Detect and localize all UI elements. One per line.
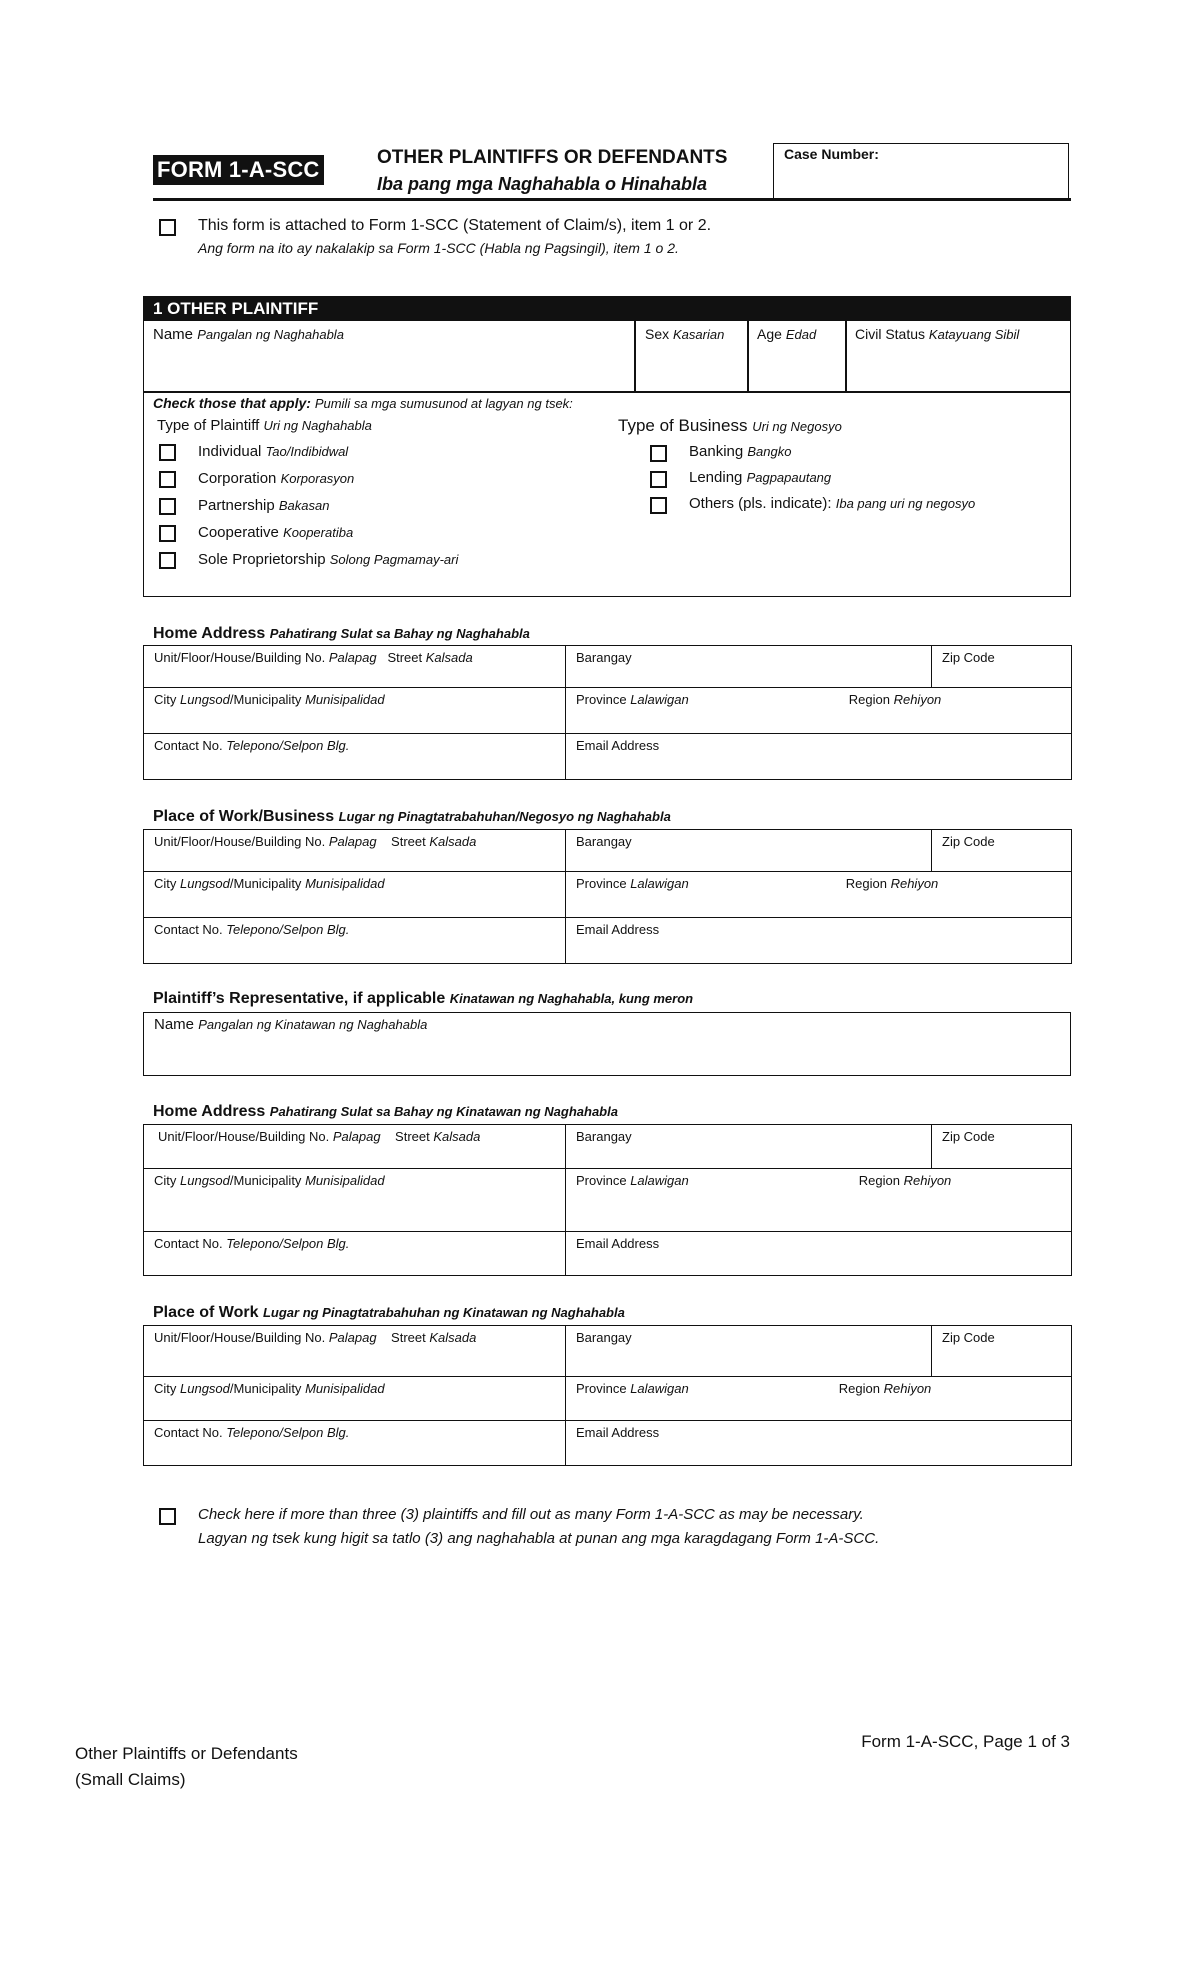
field-label-text: Iba pang uri ng negosyo [835,496,976,511]
business-type-label: Type of Business [618,416,748,435]
representative-name-field[interactable] [143,1012,1071,1076]
field-label-text: Munisipalidad [305,876,385,891]
field-label-text: /Municipality [229,692,302,707]
field-label-text: Munisipalidad [305,1381,385,1396]
field-label-text: Tao/Indibidwal [265,444,349,459]
field-label-text: Unit/Floor/House/Building No. [154,834,326,849]
field-label-text: Individual [198,443,262,460]
province-region-field[interactable] [566,688,1072,734]
field-label-text: Others (pls. indicate): [689,495,832,512]
divider-sex [634,321,636,391]
plaintiff-type-label-filipino: Uri ng Naghahabla [263,418,372,433]
field-label-text: Telepono/Selpon Blg. [226,1425,350,1440]
individual-checkbox[interactable] [159,444,176,461]
city-municipality-field[interactable] [144,1169,566,1232]
partnership-checkbox[interactable] [159,498,176,515]
business-type-label-filipino: Uri ng Negosyo [752,419,842,434]
field-label-text: Region [848,692,890,707]
cooperative-option [198,524,353,541]
field-label-text: Contact No. [154,1236,223,1251]
attached-text: This form is attached to Form 1-SCC (Statement of Claim/s), item 1 or 2. [198,217,712,234]
civil-status-label: Civil Status [855,326,926,342]
city-municipality-field[interactable] [144,872,566,918]
field-label-text: Palapag [328,834,377,849]
field-label-text: Province [576,1381,627,1396]
province-region-field[interactable] [566,1169,1072,1232]
civil-status-field[interactable] [855,326,1019,342]
field-label-text: Barangay [576,1330,632,1345]
field-label-text: Palapag [332,1129,381,1144]
name-row-divider [143,391,1071,393]
field-label-text: Zip Code [942,1129,995,1144]
field-label-text: Rehiyon [893,692,942,707]
field-label-text: Lungsod [180,692,230,707]
name-label-filipino: Pangalan ng Naghahabla [197,327,344,342]
field-label-text: Kinatawan ng Naghahabla, kung meron [449,991,694,1006]
corporation-option [198,470,354,487]
field-label-text: Lalawigan [630,876,689,891]
field-label-text: Pahatirang Sulat sa Bahay ng Naghahabla [269,626,530,641]
field-label-text: Munisipalidad [305,1173,385,1188]
age-label-filipino: Edad [785,327,817,342]
place-of-work-title [153,808,671,826]
email-address-field[interactable] [566,1421,1072,1466]
banking-option [689,443,791,460]
email-address-field[interactable] [566,918,1072,964]
plaintiff-type-label: Type of Plaintiff [157,417,260,434]
field-label-text: Province [576,692,627,707]
field-label-text: Kalsada [429,834,477,849]
sex-field[interactable] [645,326,724,342]
field-label-text: Sole Proprietorship [198,551,326,568]
check-apply-label-filipino: Pumili sa mga sumusunod at lagyan ng tsek: [314,396,573,411]
field-label-text: /Municipality [229,1381,302,1396]
contact-number-field[interactable] [144,734,566,780]
partnership-option [198,497,329,514]
field-label-text: Palapag [328,1330,377,1345]
field-label-text: Contact No. [154,922,223,937]
field-label-text: Barangay [576,834,632,849]
representative-title [153,990,693,1008]
sole-proprietorship-checkbox[interactable] [159,552,176,569]
field-label-text: Zip Code [942,1330,995,1345]
field-label-text: Email Address [576,1425,660,1440]
zip-code-field[interactable] [932,830,1072,872]
field-label-text: Email Address [576,922,660,937]
unit-street-field[interactable] [144,1326,566,1377]
field-label-text: Contact No. [154,1425,223,1440]
field-label-text: City [154,692,177,707]
field-label-text: Region [858,1173,900,1188]
field-label-text: Rehiyon [903,1173,952,1188]
attached-text-filipino: Ang form na ito ay nakalakip sa Form 1-SCC (Habla ng Pagsingil), item 1 o 2. [198,240,679,256]
name-label: Name [153,326,194,343]
field-label-text: Kalsada [429,1330,477,1345]
sole-proprietorship-option [198,551,458,568]
zip-code-field[interactable] [932,1326,1072,1377]
case-number-box[interactable] [773,143,1069,199]
field-label-text: Email Address [576,1236,660,1251]
field-label-text: Solong Pagmamay-ari [329,552,459,567]
field-label-text: Province [576,876,627,891]
field-label-text: Korporasyon [280,471,355,486]
field-label-text: Lalawigan [630,692,689,707]
age-field[interactable] [757,326,816,342]
field-label-text: Zip Code [942,834,995,849]
field-label-text: Barangay [576,650,632,665]
field-label-text: Barangay [576,1129,632,1144]
field-label-text: Telepono/Selpon Blg. [226,738,350,753]
unit-street-field[interactable] [144,646,566,688]
attached-checkbox[interactable] [159,219,176,236]
field-label-text: /Municipality [229,1173,302,1188]
lending-checkbox[interactable] [650,471,667,488]
field-label-text: Telepono/Selpon Blg. [226,1236,350,1251]
form-code-badge: FORM 1-A-SCC [153,155,324,185]
field-label-text: Pagpapautang [746,470,832,485]
field-label-text: Lending [689,469,743,486]
field-label-text: Lungsod [180,1173,230,1188]
field-label-text: Lalawigan [630,1381,689,1396]
email-address-field[interactable] [566,1232,1072,1276]
unit-street-field[interactable] [144,1125,566,1169]
footer-small-claims: (Small Claims) [75,1770,186,1789]
field-label-text: Bakasan [278,498,330,513]
province-region-field[interactable] [566,1377,1072,1421]
divider-age [747,321,749,391]
footer-form-title: Other Plaintiffs or Defendants [75,1744,298,1763]
field-label-text: Zip Code [942,650,995,665]
field-label-text: City [154,1381,177,1396]
field-label-text: Street [395,1129,430,1144]
field-label-text: Munisipalidad [305,692,385,707]
zip-code-field[interactable] [932,646,1072,688]
corporation-checkbox[interactable] [159,471,176,488]
field-label-text: Home Address [153,625,266,642]
field-label-text: Telepono/Selpon Blg. [226,922,350,937]
field-label-text: Region [838,1381,880,1396]
unit-street-field[interactable] [144,830,566,872]
section-1-header: 1 OTHER PLAINTIFF [143,296,1071,321]
contact-number-field[interactable] [144,918,566,964]
field-label-text: Bangko [747,444,792,459]
more-plaintiffs-text-filipino: Lagyan ng tsek kung higit sa tatlo (3) ang naghahabla at punan ang mga karagdagang Form 1-A-SCC. [198,1530,880,1547]
barangay-field[interactable] [566,646,932,688]
city-municipality-field[interactable] [144,1377,566,1421]
representative-home-address-table [143,1124,1072,1276]
email-address-field[interactable] [566,734,1072,780]
representative-place-of-work-title [153,1304,625,1322]
field-label-text: Street [391,1330,426,1345]
contact-number-field[interactable] [144,1232,566,1276]
field-label-text: Palapag [328,650,377,665]
others-business-checkbox[interactable] [650,497,667,514]
home-address-title [153,625,530,643]
sex-label-filipino: Kasarian [673,327,725,342]
place-of-work-table [143,829,1072,964]
banking-checkbox[interactable] [650,445,667,462]
civil-status-label-filipino: Katayuang Sibil [928,327,1020,342]
case-number-label: Case Number: [784,146,879,162]
field-label-text: Partnership [198,497,275,514]
field-label-text: Corporation [198,470,277,487]
others-business-option [689,495,975,512]
representative-place-of-work-table [143,1325,1072,1466]
representative-home-address-title [153,1103,618,1121]
check-apply-label: Check those that apply: [153,395,311,411]
field-label-text: Place of Work [153,1304,259,1321]
field-label-text: Email Address [576,738,660,753]
lending-option [689,469,831,486]
field-label-text: Rehiyon [883,1381,932,1396]
field-label-text: Kalsada [425,650,473,665]
divider-civil [845,321,847,391]
field-label-text: /Municipality [229,876,302,891]
field-label-text: Lugar ng Pinagtatrabahuhan/Negosyo ng Naghahabla [338,809,671,824]
field-label-text: Plaintiff’s Representative, if applicable [153,990,446,1007]
field-label-text: Place of Work/Business [153,808,335,825]
field-label-text: Pangalan ng Kinatawan ng Naghahabla [198,1017,428,1032]
field-label-text: Rehiyon [890,876,939,891]
field-label-text: Unit/Floor/House/Building No. [154,1330,326,1345]
individual-option [198,443,348,460]
more-plaintiffs-text: Check here if more than three (3) plaintiffs and fill out as many Form 1-A-SCC as may be necessary. [198,1506,864,1523]
field-label-text: Kooperatiba [283,525,354,540]
form-title-filipino: Iba pang mga Naghahabla o Hinahabla [377,174,708,194]
field-label-text: Lungsod [180,876,230,891]
plaintiff-name-field[interactable] [153,326,344,343]
field-label-text: Province [576,1173,627,1188]
field-label-text: Home Address [153,1103,266,1120]
barangay-field[interactable] [566,1125,932,1169]
field-label-text: Contact No. [154,738,223,753]
barangay-field[interactable] [566,830,932,872]
more-plaintiffs-checkbox[interactable] [159,1508,176,1525]
field-label-text: Kalsada [433,1129,481,1144]
sex-label: Sex [645,326,670,342]
field-label-text: Lugar ng Pinagtatrabahuhan ng Kinatawan ng Naghahabla [262,1305,625,1320]
field-label-text: Street [387,650,423,665]
field-label-text: Lalawigan [630,1173,689,1188]
age-label: Age [757,326,782,342]
field-label-text: Name [154,1016,195,1033]
footer-page-number: Form 1-A-SCC, Page 1 of 3 [861,1732,1070,1751]
field-label-text: Street [391,834,426,849]
check-apply-instructions [153,395,573,411]
field-label-text: Unit/Floor/House/Building No. [154,650,326,665]
barangay-field[interactable] [566,1326,932,1377]
plaintiff-type-heading [157,417,372,434]
zip-code-field[interactable] [932,1125,1072,1169]
field-label-text: Unit/Floor/House/Building No. [158,1129,330,1144]
form-title: OTHER PLAINTIFFS OR DEFENDANTS [377,147,728,168]
cooperative-checkbox[interactable] [159,525,176,542]
contact-number-field[interactable] [144,1421,566,1466]
business-type-heading [618,416,842,436]
home-address-table [143,645,1072,780]
field-label-text: Region [845,876,887,891]
field-label-text: Cooperative [198,524,279,541]
field-label-text: Pahatirang Sulat sa Bahay ng Kinatawan ng Naghahabla [269,1104,618,1119]
field-label-text: Banking [689,443,744,460]
province-region-field[interactable] [566,872,1072,918]
city-municipality-field[interactable] [144,688,566,734]
field-label-text: City [154,1173,177,1188]
field-label-text: Lungsod [180,1381,230,1396]
field-label-text: City [154,876,177,891]
